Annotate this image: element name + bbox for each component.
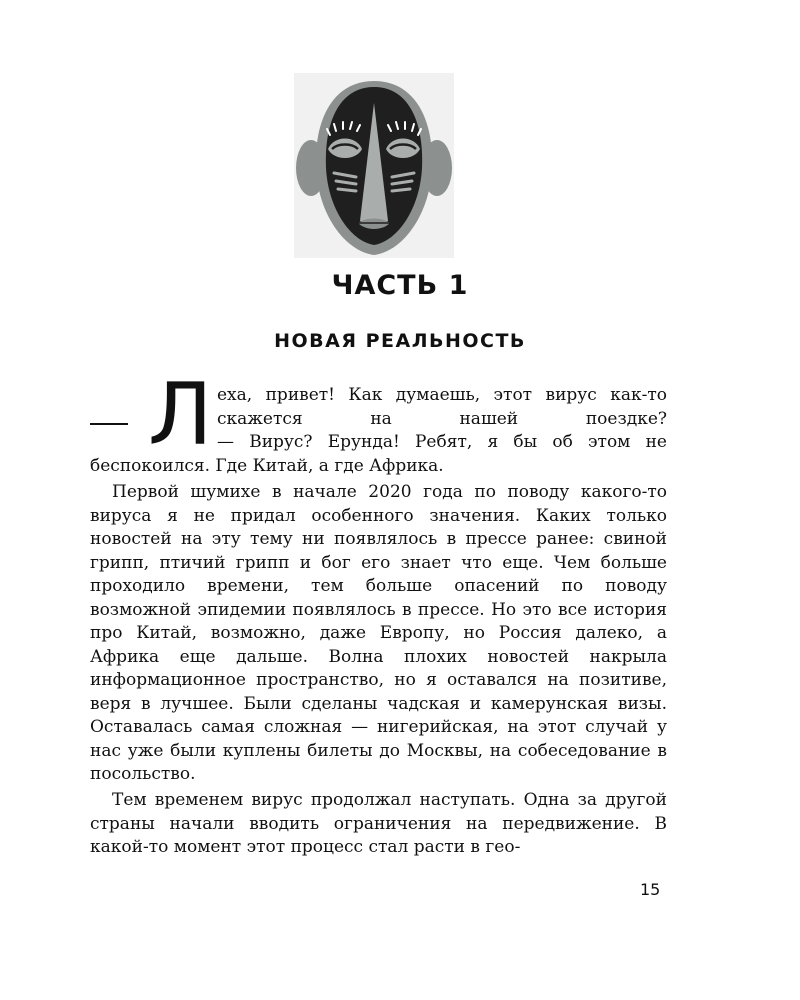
page-number: 15 bbox=[640, 880, 661, 899]
opening-line-2: скажется на нашей поездке? bbox=[217, 408, 667, 429]
paragraph-2: Первой шумихе в начале 2020 года по поводу какого-то вируса я не придал особенного значения. Каких только новостей на эту тему ни появлялось в прессе ранее: свиной грипп, птичий грипп и бог его знает что еще. Чем больше проходило времени, тем больше опасений по поводу возможной эпидемии появлялось в прессе. Но это все история про Китай, возможно, даже Европу, но Россия далеко, а Африка еще дальше. Волна плохих новостей накрыла информационное пространство, но я оставался на позитиве, веря в лучшее. Были сделаны чадская и камерунская визы. Оставалась самая сложная — нигерийская, на этот случай у нас уже были куплены билеты до Москвы, на собеседование в посольство. bbox=[90, 482, 667, 784]
part-title: ЧАСТЬ 1 bbox=[331, 270, 469, 301]
opening-line-3: — Вирус? Ерунда! Ребят, я бы об этом не bbox=[217, 432, 667, 452]
paragraph-1: беспокоился. Где Китай, а где Африка. bbox=[90, 456, 444, 476]
mask-icon bbox=[294, 73, 454, 258]
chapter-title: НОВАЯ РЕАЛЬНОСТЬ bbox=[274, 330, 526, 352]
opening-lines bbox=[217, 384, 667, 455]
dialogue-dash bbox=[90, 423, 128, 425]
drop-cap: Л bbox=[148, 365, 213, 465]
opening-line-1: еха, привет! Как думаешь, этот вирус как-то bbox=[217, 385, 667, 405]
african-mask-illustration bbox=[294, 73, 454, 258]
paragraph-3: Тем временем вирус продолжал наступать. Одна за другой страны начали вводить ограничения на передвижение. В какой-то момент этот процесс стал расти в гео- bbox=[90, 790, 667, 857]
